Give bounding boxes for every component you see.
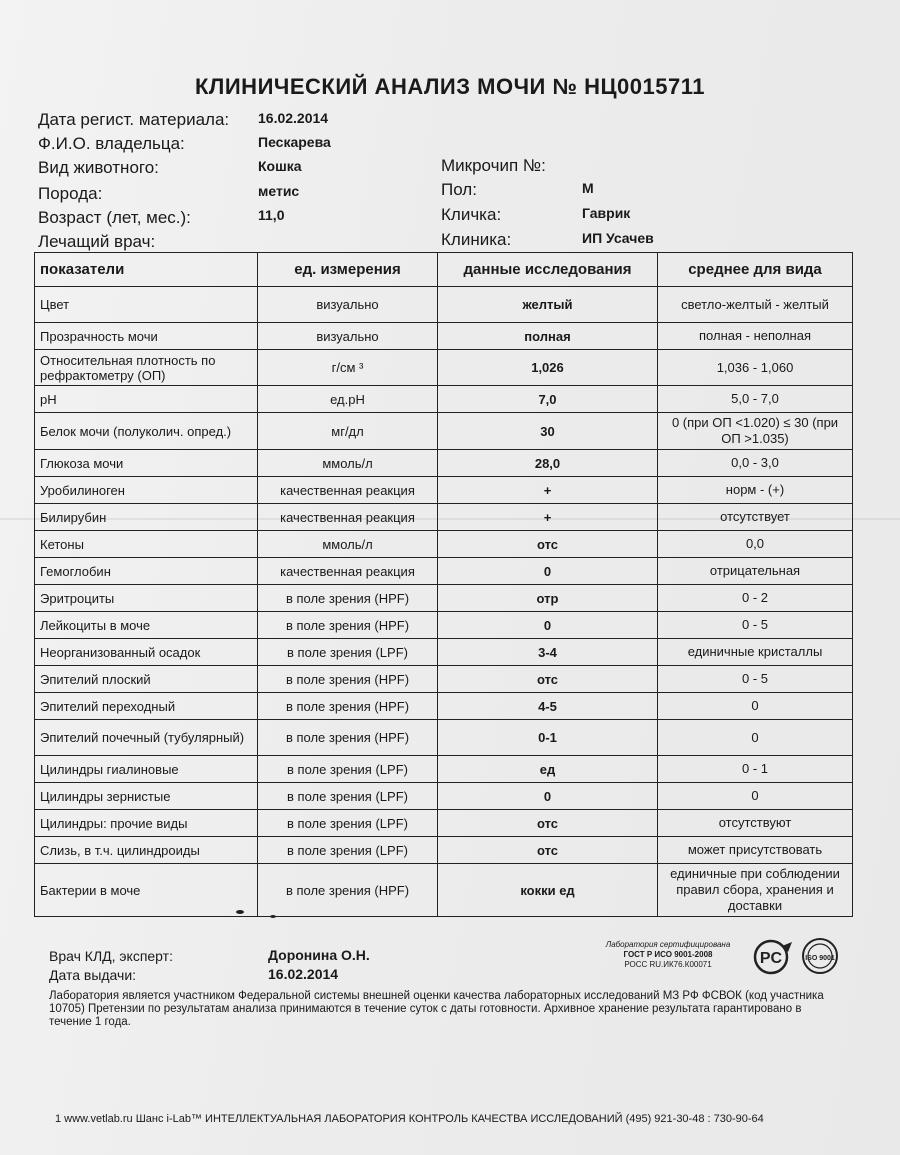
param-cell: Гемоглобин (35, 558, 258, 585)
sex-label: Пол: (441, 180, 477, 199)
unit-cell: ммоль/л (258, 531, 438, 558)
result-cell: 28,0 (438, 450, 658, 477)
table-row (35, 323, 853, 350)
rst-certification-icon (752, 938, 794, 976)
table-row (35, 666, 853, 693)
table-row (35, 864, 853, 917)
table-body (35, 287, 853, 917)
table-row (35, 504, 853, 531)
result-cell: 0 (438, 783, 658, 810)
column-header-reference: среднее для вида (658, 253, 853, 287)
table-row (35, 639, 853, 666)
param-cell: Неорганизованный осадок (35, 639, 258, 666)
reference-cell: 5,0 - 7,0 (658, 386, 853, 413)
table-row (35, 837, 853, 864)
breed-value: метис (258, 183, 300, 199)
unit-cell: в поле зрения (LPF) (258, 639, 438, 666)
reference-cell: единичные кристаллы (658, 639, 853, 666)
reference-cell: светло-желтый - желтый (658, 287, 853, 323)
param-cell: Цилиндры гиалиновые (35, 756, 258, 783)
param-cell: Относительная плотность по рефрактометру (ОП) (35, 350, 258, 386)
disclaimer-text: Лаборатория является участником Федеральной системы внешней оценки качества лабораторных исследований МЗ РФ ФСВОК (код участника 10705) Претензии по результатам анализа принимаются в течение суток с даты готовности. Архивное хранение результата гарантировано в течение 1 года. (49, 990, 824, 1028)
param-cell: Бактерии в моче (35, 864, 258, 917)
unit-cell: в поле зрения (HPF) (258, 864, 438, 917)
table-row (35, 558, 853, 585)
param-cell: Глюкоза мочи (35, 450, 258, 477)
unit-cell: качественная реакция (258, 558, 438, 585)
reference-cell: отрицательная (658, 558, 853, 585)
table-row (35, 810, 853, 837)
reference-cell: 0 - 2 (658, 585, 853, 612)
column-header-unit: ед. измерения (258, 253, 438, 287)
ink-speck (236, 910, 244, 914)
breed-label: Порода: (38, 184, 103, 203)
table-header-row (35, 253, 853, 287)
age-value: 11,0 (258, 207, 285, 223)
iso-logo-text: ISO 9001 (805, 955, 835, 962)
table-row (35, 386, 853, 413)
table-row (35, 585, 853, 612)
animal-label: Вид животного: (38, 158, 159, 177)
clinic-label: Клиника: (441, 230, 512, 249)
expert-value: Доронина О.Н. (268, 947, 370, 963)
sex-value: М (582, 180, 594, 196)
unit-cell: в поле зрения (LPF) (258, 783, 438, 810)
result-cell: 4-5 (438, 693, 658, 720)
reference-cell: может присутствовать (658, 837, 853, 864)
param-cell: Эпителий переходный (35, 693, 258, 720)
owner-label: Ф.И.О. владельца: (38, 134, 185, 153)
result-cell: + (438, 504, 658, 531)
reference-cell: полная - неполная (658, 323, 853, 350)
unit-cell: в поле зрения (HPF) (258, 585, 438, 612)
result-cell: отс (438, 666, 658, 693)
reference-cell: 0 - 1 (658, 756, 853, 783)
animal-value: Кошка (258, 158, 302, 174)
unit-cell: ед.pH (258, 386, 438, 413)
result-cell: 0 (438, 558, 658, 585)
cert-number: РОСС RU.ИК76.К00071 (624, 960, 712, 969)
unit-cell: ммоль/л (258, 450, 438, 477)
param-cell: Прозрачность мочи (35, 323, 258, 350)
pet-name-label: Кличка: (441, 205, 502, 224)
table-row (35, 287, 853, 323)
result-cell: 7,0 (438, 386, 658, 413)
unit-cell: мг/дл (258, 413, 438, 450)
param-cell: Эпителий почечный (тубулярный) (35, 720, 258, 756)
issue-date-value: 16.02.2014 (268, 966, 339, 982)
param-cell: Цилиндры зернистые (35, 783, 258, 810)
results-table (34, 252, 853, 917)
table-row (35, 720, 853, 756)
result-cell: + (438, 477, 658, 504)
result-cell: кокки ед (438, 864, 658, 917)
table-row (35, 477, 853, 504)
unit-cell: в поле зрения (HPF) (258, 720, 438, 756)
unit-cell: г/см ³ (258, 350, 438, 386)
result-cell: отс (438, 531, 658, 558)
reference-cell: 0 - 5 (658, 666, 853, 693)
param-cell: Цилиндры: прочие виды (35, 810, 258, 837)
result-cell: 0-1 (438, 720, 658, 756)
param-cell: Слизь, в т.ч. цилиндроиды (35, 837, 258, 864)
reference-cell: норм - (+) (658, 477, 853, 504)
unit-cell: визуально (258, 323, 438, 350)
ink-speck (270, 915, 276, 918)
reference-cell: отсутствуют (658, 810, 853, 837)
reference-cell: 0 (658, 783, 853, 810)
result-cell: отс (438, 810, 658, 837)
unit-cell: в поле зрения (HPF) (258, 666, 438, 693)
iso-certification-icon (801, 937, 839, 975)
reference-cell: 0,0 (658, 531, 853, 558)
age-label: Возраст (лет, мес.): (38, 208, 191, 227)
result-cell: 30 (438, 413, 658, 450)
result-cell: 0 (438, 612, 658, 639)
table-row (35, 450, 853, 477)
table-row (35, 531, 853, 558)
doctor-label: Лечащий врач: (38, 232, 156, 251)
table-row (35, 350, 853, 386)
lab-contact-line: 1 www.vetlab.ru Шанс i-Lab™ ИНТЕЛЛЕКТУАЛЬНАЯ ЛАБОРАТОРИЯ КОНТРОЛЬ КАЧЕСТВА ИССЛЕДОВАНИЙ (495) 921-30-48 : 730-90-64 (55, 1113, 764, 1125)
unit-cell: в поле зрения (LPF) (258, 756, 438, 783)
param-cell: Лейкоциты в моче (35, 612, 258, 639)
unit-cell: в поле зрения (LPF) (258, 837, 438, 864)
unit-cell: в поле зрения (HPF) (258, 693, 438, 720)
table-row (35, 413, 853, 450)
result-cell: полная (438, 323, 658, 350)
result-cell: отс (438, 837, 658, 864)
expert-label: Врач КЛД, эксперт: (49, 948, 173, 964)
reference-cell: 0 - 5 (658, 612, 853, 639)
cert-standard: ГОСТ Р ИСО 9001-2008 (623, 950, 713, 959)
param-cell: Цвет (35, 287, 258, 323)
issue-date-label: Дата выдачи: (49, 967, 137, 983)
reference-cell: 0 (658, 720, 853, 756)
param-cell: Белок мочи (полуколич. опред.) (35, 413, 258, 450)
table-row (35, 612, 853, 639)
reference-cell: 0 (658, 693, 853, 720)
reference-cell: единичные при соблюдении правил сбора, хранения и доставки (658, 864, 853, 917)
reference-cell: отсутствует (658, 504, 853, 531)
result-cell: 1,026 (438, 350, 658, 386)
param-cell: Уробилиноген (35, 477, 258, 504)
owner-value: Пескарева (258, 134, 331, 150)
unit-cell: качественная реакция (258, 477, 438, 504)
table-row (35, 693, 853, 720)
unit-cell: визуально (258, 287, 438, 323)
svg-text:PC: PC (759, 950, 783, 967)
param-cell: Эпителий плоский (35, 666, 258, 693)
column-header-parameter: показатели (35, 253, 258, 287)
unit-cell: в поле зрения (LPF) (258, 810, 438, 837)
table-row (35, 756, 853, 783)
param-cell: Билирубин (35, 504, 258, 531)
reference-cell: 1,036 - 1,060 (658, 350, 853, 386)
certification-block (588, 940, 748, 970)
chip-label: Микрочип №: (441, 156, 546, 175)
page-title: КЛИНИЧЕСКИЙ АНАЛИЗ МОЧИ № НЦ0015711 (195, 74, 705, 99)
reference-cell: 0,0 - 3,0 (658, 450, 853, 477)
table-row (35, 783, 853, 810)
param-cell: Кетоны (35, 531, 258, 558)
result-cell: отр (438, 585, 658, 612)
result-cell: 3-4 (438, 639, 658, 666)
reg-date-label: Дата регист. материала: (38, 110, 230, 129)
unit-cell: качественная реакция (258, 504, 438, 531)
column-header-result: данные исследования (438, 253, 658, 287)
cert-title: Лаборатория сертифицирована (605, 940, 731, 949)
result-cell: ед (438, 756, 658, 783)
pet-name-value: Гаврик (582, 205, 631, 221)
reference-cell: 0 (при ОП <1.020) ≤ 30 (при ОП >1.035) (658, 413, 853, 450)
unit-cell: в поле зрения (HPF) (258, 612, 438, 639)
param-cell: Эритроциты (35, 585, 258, 612)
result-cell: желтый (438, 287, 658, 323)
param-cell: pH (35, 386, 258, 413)
clinic-value: ИП Усачев (582, 230, 654, 246)
reg-date-value: 16.02.2014 (258, 110, 329, 126)
